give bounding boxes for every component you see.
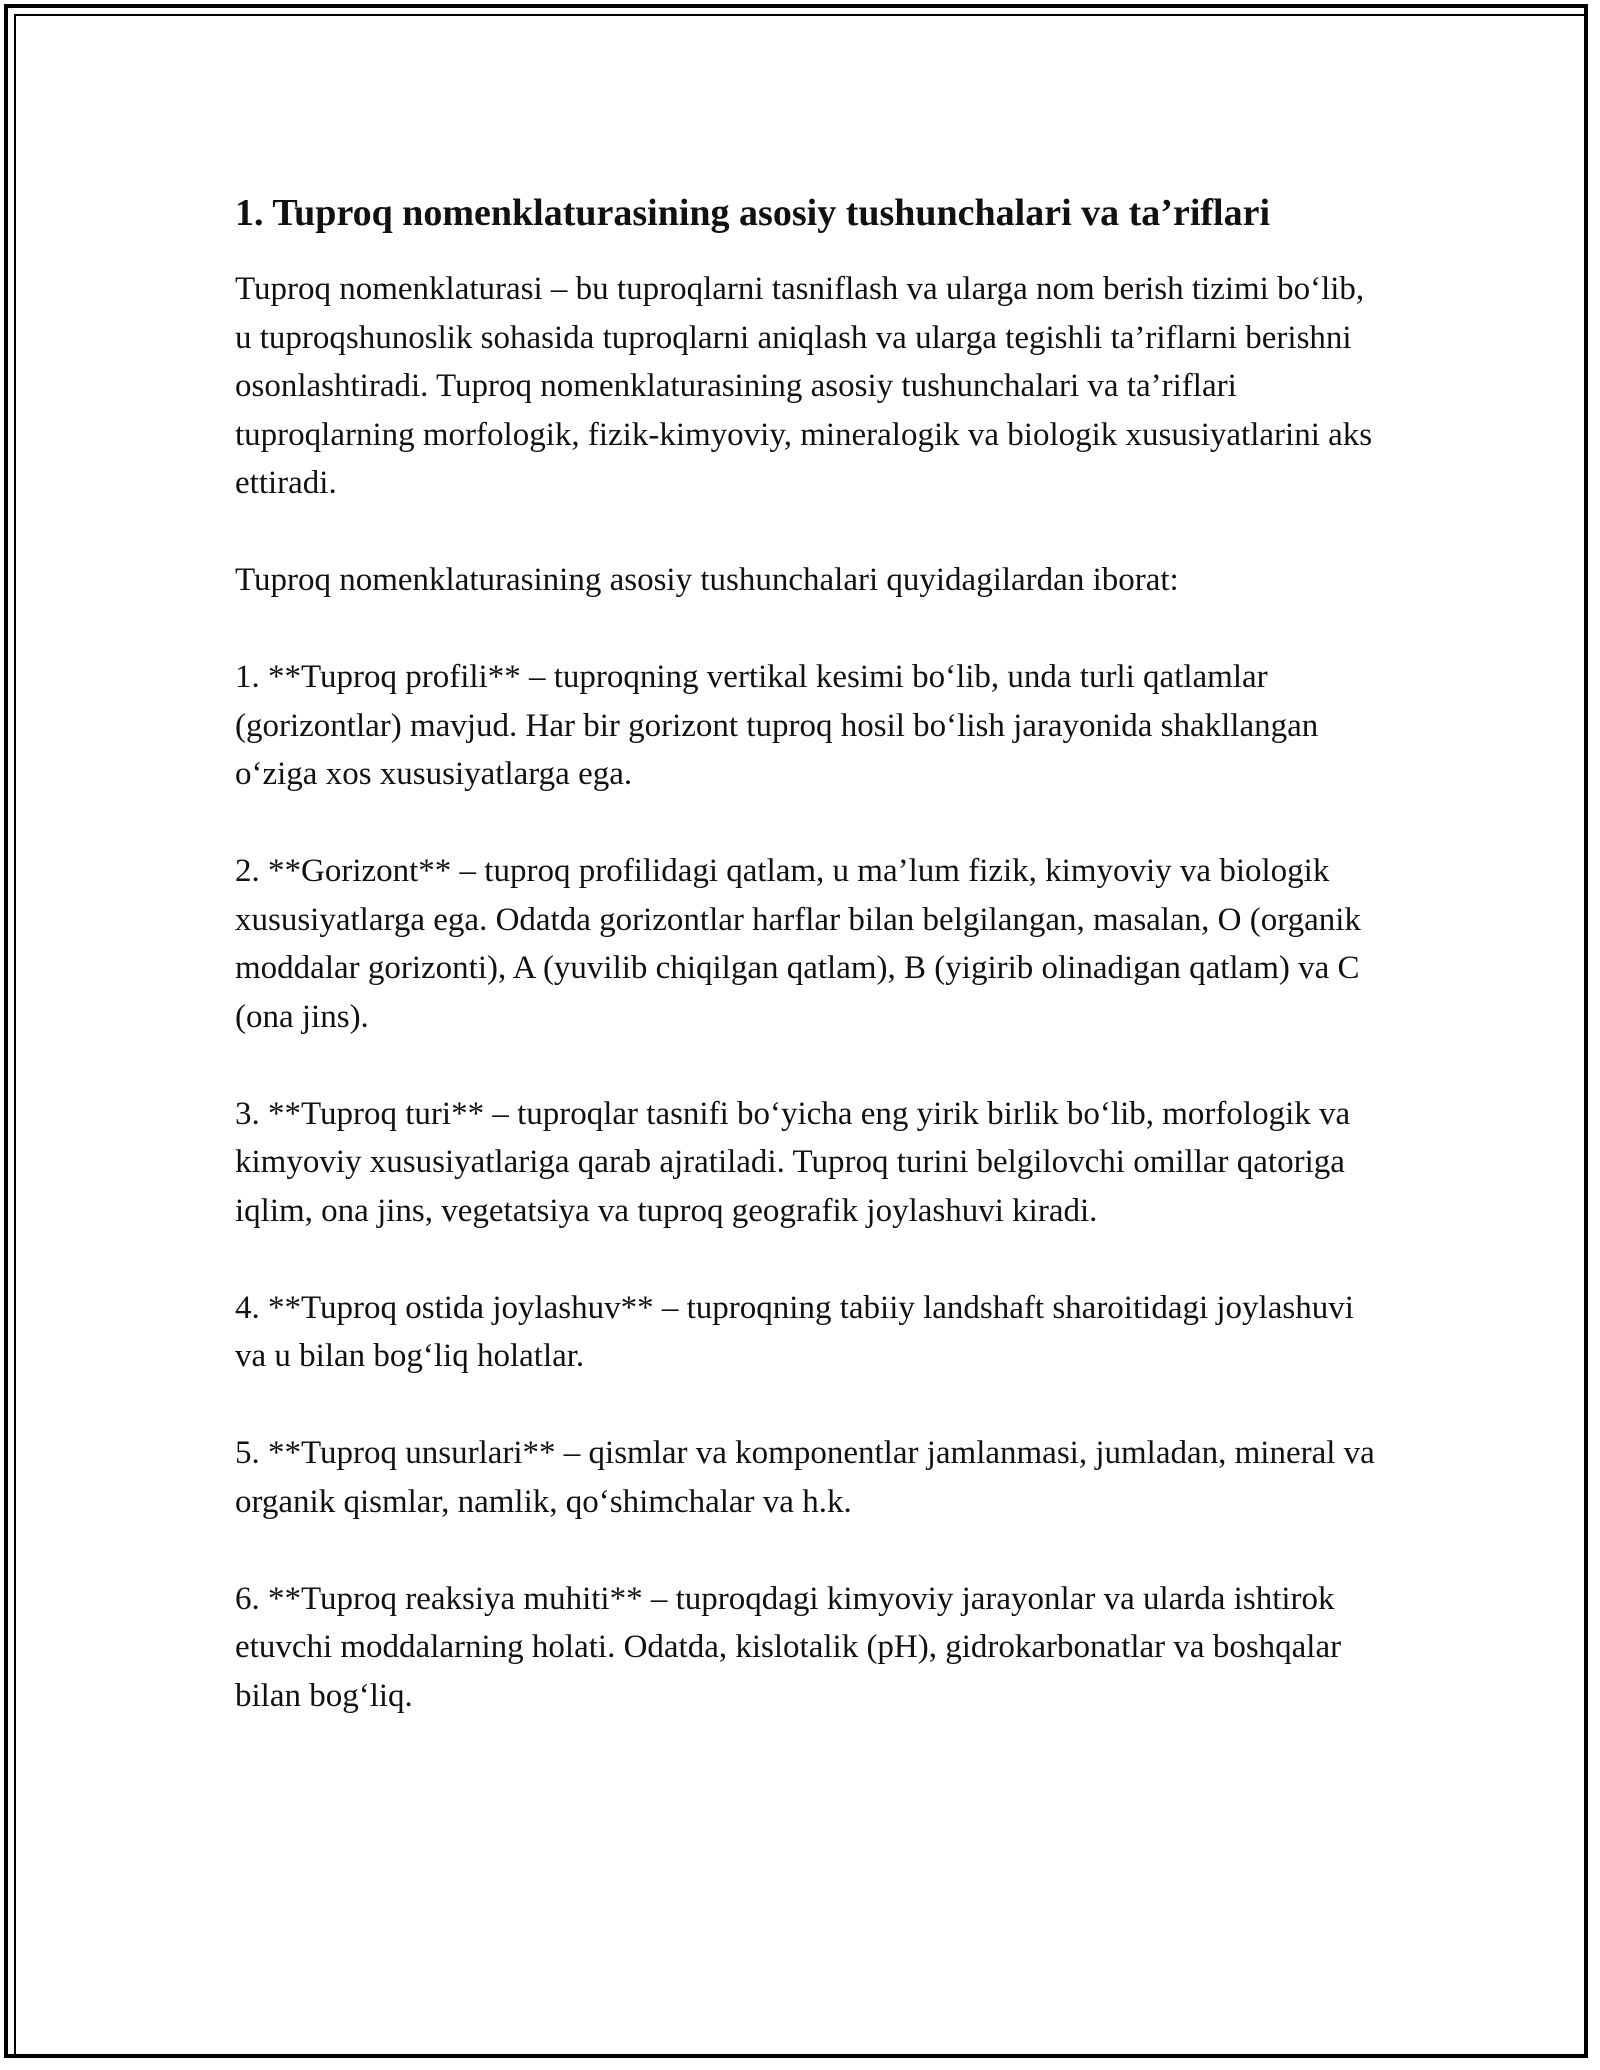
list-item-tuproq-ostida-joylashuv: 4. **Tuproq ostida joylashuv** – tuproqning tabiiy landshaft sharoitidagi joylashuvi va u bilan bog‘liq holatlar.	[235, 1289, 1354, 1374]
list-item-tuproq-unsurlari: 5. **Tuproq unsurlari** – qismlar va komponentlar jamlanmasi, jumladan, mineral va organik qismlar, namlik, qo‘shimchalar va h.k.	[235, 1435, 1375, 1520]
document-body	[235, 186, 1375, 1720]
lead-paragraph: Tuproq nomenklaturasining asosiy tushunchalari quyidagilardan iborat:	[235, 562, 1179, 598]
section-heading: 1. Tuproq nomenklaturasining asosiy tushunchalari va ta’riflari	[235, 192, 1271, 234]
list-item-gorizont: 2. **Gorizont** – tuproq profilidagi qatlam, u ma’lum fizik, kimyoviy va biologik xususiyatlarga ega. Odatda gorizontlar harflar bilan belgilangan, masalan, O (organik moddalar gorizonti), A (yuvilib chiqilgan qatlam), B (yigirib olinadigan qatlam) va C (ona jins).	[235, 853, 1361, 1035]
list-item-tuproq-profili: 1. **Tuproq profili** – tuproqning vertikal kesimi bo‘lib, unda turli qatlamlar (gorizontlar) mavjud. Har bir gorizont tuproq hosil bo‘lish jarayonida shakllangan o‘ziga xos xususiyatlarga ega.	[235, 659, 1319, 792]
list-item-tuproq-turi: 3. **Tuproq turi** – tuproqlar tasnifi bo‘yicha eng yirik birlik bo‘lib, morfologik va kimyoviy xususiyatlariga qarab ajratiladi. Tuproq turini belgilovchi omillar qatoriga iqlim, ona jins, vegetatsiya va tuproq geografik joylashuvi kiradi.	[235, 1095, 1351, 1229]
intro-paragraph: Tuproq nomenklaturasi – bu tuproqlarni tasniflash va ularga nom berish tizimi bo‘lib, u tuproqshunoslik sohasida tuproqlarni aniqlash va ularga tegishli ta’riflarni berishni osonlashtiradi. Tuproq nomenklaturasining asosiy tushunchalari va ta’riflari tuproqlarning morfologik, fizik-kimyoviy, mineralogik va biologik xususiyatlarini aks ettiradi.	[235, 271, 1373, 501]
list-item-tuproq-reaksiya-muhiti: 6. **Tuproq reaksiya muhiti** – tuproqdagi kimyoviy jarayonlar va ularda ishtirok etuvchi moddalarning holati. Odatda, kislotalik (pH), gidrokarbonatlar va boshqalar bilan bog‘liq.	[235, 1580, 1342, 1714]
